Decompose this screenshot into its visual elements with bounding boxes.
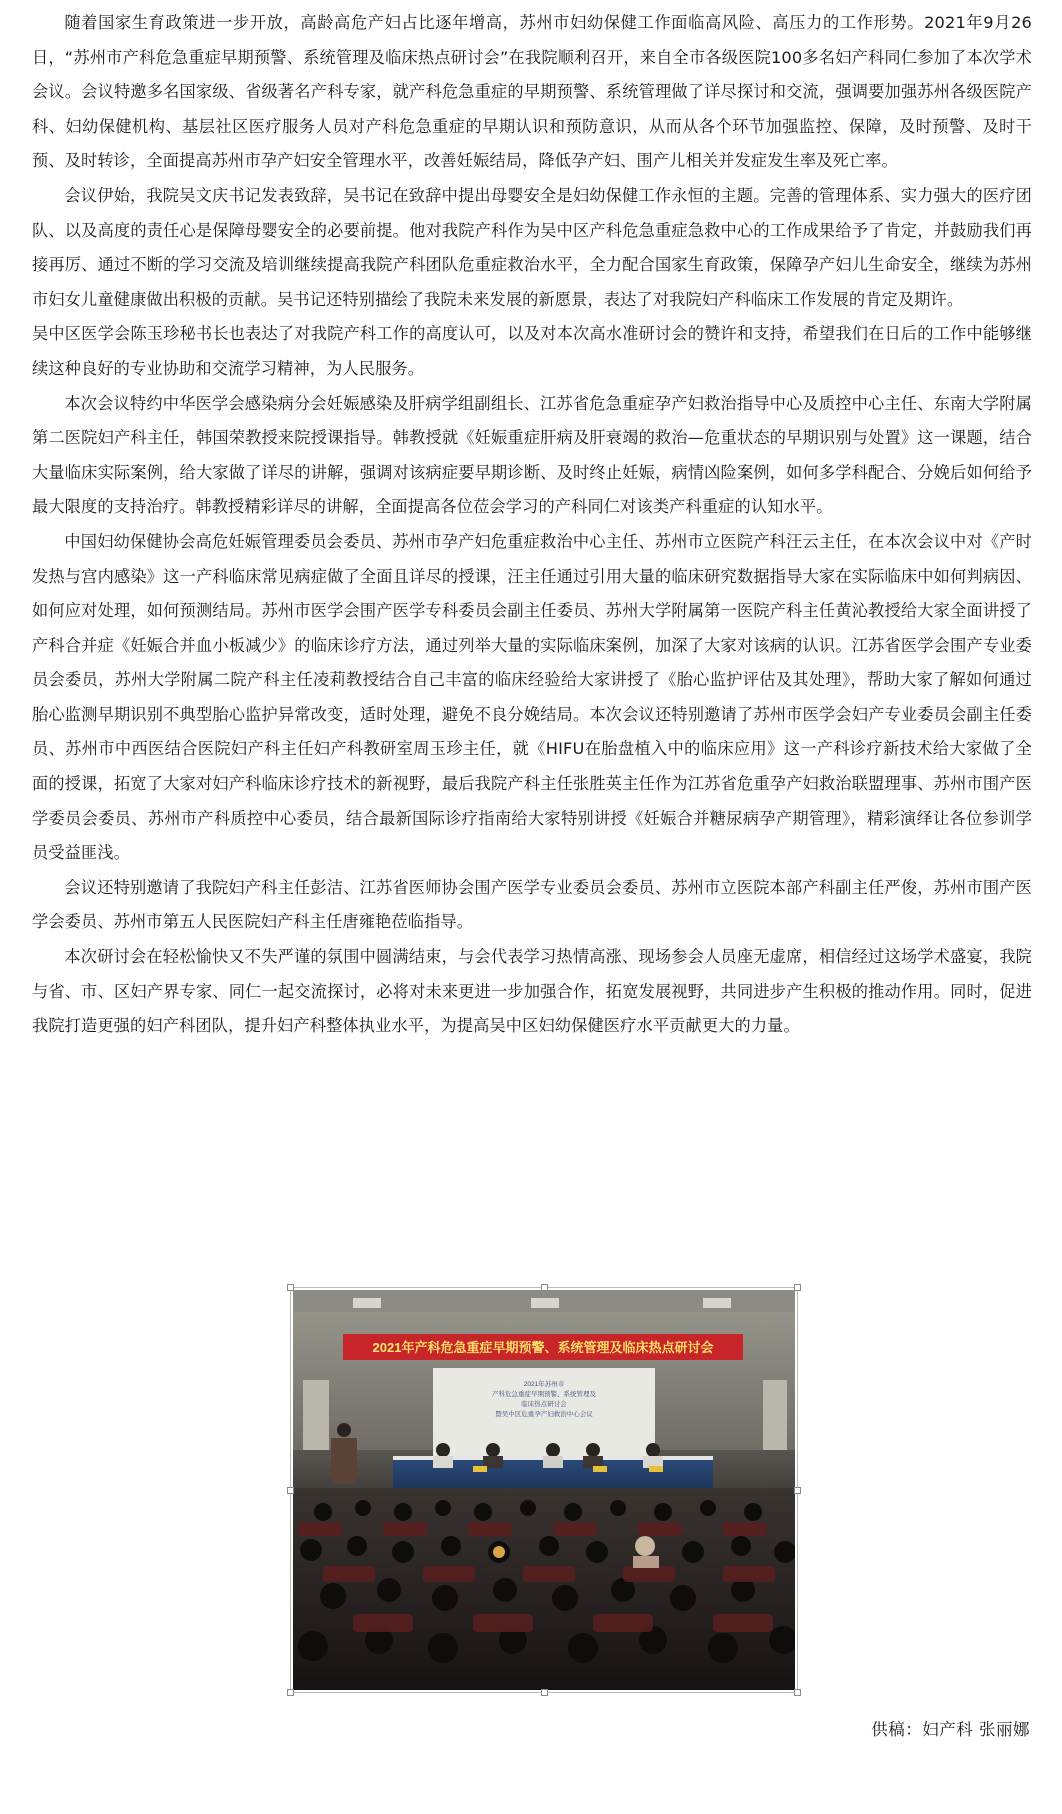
paragraph-lectures: 中国妇幼保健协会高危妊娠管理委员会委员、苏州市孕产妇危重症救治中心主任、苏州市立医院产科汪云主任，在本次会议中对《产时发热与宫内感染》这一产科临床常见病症做了全面且详尽的授课，汪主任通过引用大量的临床研究数据指导大家在实际临床中如何判病因、如何应对处理，如何预测结局。苏州市医学会围产医学专科委员会副主任委员、苏州大学附属第一医院产科主任黄沁教授给大家全面讲授了产科合并症《妊娠合并血小板减少》的临床诊疗方法，通过列举大量的实际临床案例，加深了大家对该病的认识。江苏省医学会围产专业委员会委员，苏州大学附属二院产科主任凌莉教授结合自己丰富的临床经验给大家讲授了《胎心监护评估及其处理》，帮助大家了解如何通过胎心监测早期识别不典型胎心监护异常改变，适时处理，避免不良分娩结局。本次会议还特别邀请了苏州市医学会妇产专业委员会副主任委员、苏州市中西医结合医院妇产科主任妇产科教研室周玉珍主任，就《HIFU在胎盘植入中的临床应用》这一产科诊疗新技术给大家做了全面的授课，拓宽了大家对妇产科临床诊疗技术的新视野，最后我院产科主任张胜英主任作为江苏省危重孕产妇救治联盟理事、苏州市围产医学委员会委员、苏州市产科质控中心委员，结合最新国际诊疗指南给大家特别讲授《妊娠合并糖尿病孕产期管理》，精彩演绎让各位参训学员受益匪浅。 — [32, 531, 1032, 863]
screen-line-2: 产科危急重症早期预警、系统管理及 — [492, 1391, 596, 1398]
resize-handle-top-right[interactable] — [794, 1284, 801, 1291]
resize-handle-left[interactable] — [287, 1487, 294, 1494]
resize-handle-bottom-right[interactable] — [794, 1689, 801, 1696]
paragraph-guests: 会议还特别邀请了我院妇产科主任彭洁、江苏省医师协会围产医学专业委员会委员、苏州市立医院本部产科副主任严俊，苏州市围产医学会委员、苏州市第五人民医院妇产科主任唐雍艳莅临指导。 — [32, 877, 1032, 932]
resize-handle-bottom-left[interactable] — [287, 1689, 294, 1696]
article-body — [32, 6, 1032, 1044]
resize-handle-right[interactable] — [794, 1487, 801, 1494]
paragraph-closing: 本次研讨会在轻松愉快又不失严谨的氛围中圆满结束，与会代表学习热情高涨、现场参会人员座无虚席，相信经过这场学术盛宴，我院与省、市、区妇产界专家、同仁一起交流探讨，必将对未来更进一步加强合作，拓宽发展视野，共同进步产生积极的推动作用。同时，促进我院打造更强的妇产科团队，提升妇产科整体执业水平，为提高吴中区妇幼保健医疗水平贡献更大的力量。 — [32, 947, 1032, 1036]
paragraph-secretary-remarks: 吴中区医学会陈玉珍秘书长也表达了对我院产科工作的高度认可，以及对本次高水准研讨会的赞许和支持，希望我们在日后的工作中能够继续这种良好的专业协助和交流学习精神，为人民服务。 — [32, 324, 1032, 378]
author-credit: 供稿：妇产科 张丽娜 — [871, 1720, 1030, 1739]
paragraph-intro: 随着国家生育政策进一步开放，高龄高危产妇占比逐年增高，苏州市妇幼保健工作面临高风险、高压力的工作形势。2021年9月26日，“苏州市产科危急重症早期预警、系统管理及临床热点研讨会”在我院顺利召开，来自全市各级医院100多名妇产科同仁参加了本次学术会议。会议特邀多名国家级、省级著名产科专家，就产科危急重症的早期预警、系统管理做了详尽探讨和交流，强调要加强苏州各级医院产科、妇幼保健机构、基层社区医疗服务人员对产科危急重症的早期认识和预防意识，从而从各个环节加强监控、保障，及时预警、及时干预、及时转诊，全面提高苏州市孕产妇安全管理水平，改善妊娠结局，降低孕产妇、围产儿相关并发症发生率及死亡率。 — [32, 13, 1032, 171]
conference-photo-illustration — [293, 1290, 795, 1690]
resize-handle-bottom[interactable] — [541, 1689, 548, 1696]
paragraph-lecture-han: 本次会议特约中华医学会感染病分会妊娠感染及肝病学组副组长、江苏省危急重症孕产妇救治指导中心及质控中心主任、东南大学附属第二医院妇产科主任，韩国荣教授来院授课指导。韩教授就《妊娠重症肝病及肝衰竭的救治—危重状态的早期识别与处置》这一课题，结合大量临床实际案例，给大家做了详尽的讲解，强调对该病症要早期诊断、及时终止妊娠，病情凶险案例，如何多学科配合、分娩后如何给予最大限度的支持治疗。韩教授精彩详尽的讲解，全面提高各位莅会学习的产科同仁对该类产科重症的认知水平。 — [32, 393, 1032, 517]
screen-line-3: 临床热点研讨会 — [521, 1401, 567, 1408]
paragraph-opening-speech: 会议伊始，我院吴文庆书记发表致辞，吴书记在致辞中提出母婴安全是妇幼保健工作永恒的主题。完善的管理体系、实力强大的医疗团队、以及高度的责任心是保障母婴安全的必要前提。他对我院产科作为吴中区产科危急重症急救中心的工作成果给予了肯定，并鼓励我们再接再厉、通过不断的学习交流及培训继续提高我院产科团队危重症救治水平，全力配合国家生育政策，保障孕产妇儿生命安全，继续为苏州市妇女儿童健康做出积极的贡献。吴书记还特别描绘了我院未来发展的新愿景，表达了对我院妇产科临床工作发展的肯定及期许。 — [32, 185, 1032, 309]
conference-photo — [293, 1290, 795, 1690]
conference-photo-frame[interactable] — [290, 1287, 798, 1693]
resize-handle-top-left[interactable] — [287, 1284, 294, 1291]
resize-handle-top[interactable] — [541, 1284, 548, 1291]
screen-line-4: 暨吴中区危重孕产妇救治中心会议 — [495, 1411, 593, 1418]
screen-line-1: 2021年苏州市 — [523, 1381, 565, 1388]
banner-text: 2021年产科危急重症早期预警、系统管理及临床热点研讨会 — [372, 1340, 714, 1355]
